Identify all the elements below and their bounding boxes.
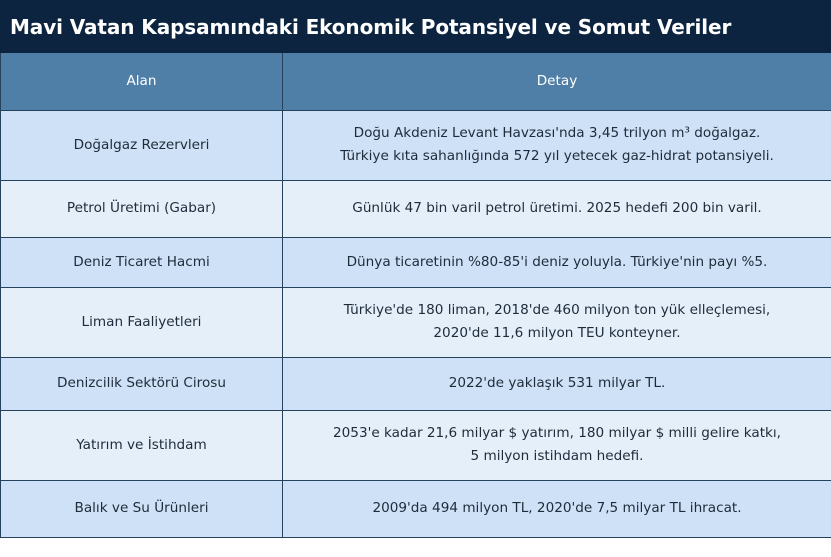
detail-line: 2022'de yaklaşık 531 milyar TL. [448, 375, 666, 391]
cell-area: Doğalgaz Rezervleri [1, 110, 283, 180]
detail-line: Doğu Akdeniz Levant Havzası'nda 3,45 trilyon m³ doğalgaz. [353, 125, 761, 141]
detail-line: Türkiye kıta sahanlığında 572 yıl yetecek gaz-hidrat potansiyeli. [340, 148, 774, 164]
cell-area: Balık ve Su Ürünleri [1, 480, 283, 537]
detail-line: 2009'da 494 milyon TL, 2020'de 7,5 milyar TL ihracat. [372, 500, 742, 516]
cell-area: Yatırım ve İstihdam [1, 410, 283, 480]
cell-detail [283, 237, 831, 287]
table-row [1, 237, 831, 287]
table-row [1, 410, 831, 480]
table-row [1, 180, 831, 237]
title-bar [0, 0, 831, 53]
table-row [1, 110, 831, 180]
cell-detail [283, 180, 831, 237]
detail-line: 5 milyon istihdam hedefi. [470, 448, 644, 464]
cell-area: Petrol Üretimi (Gabar) [1, 180, 283, 237]
cell-area: Deniz Ticaret Hacmi [1, 237, 283, 287]
cell-area: Liman Faaliyetleri [1, 287, 283, 357]
page-title: Mavi Vatan Kapsamındaki Ekonomik Potansiyel ve Somut Veriler [10, 14, 732, 39]
column-header-detail: Detay [283, 53, 831, 110]
table-row [1, 287, 831, 357]
detail-line: 2020'de 11,6 milyon TEU konteyner. [433, 325, 681, 341]
cell-detail [283, 357, 831, 410]
column-header-area: Alan [1, 53, 283, 110]
detail-line: Türkiye'de 180 liman, 2018'de 460 milyon ton yük elleçlemesi, [343, 302, 771, 318]
cell-detail [283, 480, 831, 537]
detail-line: Dünya ticaretinin %80-85'i deniz yoluyla. Türkiye'nin payı %5. [346, 253, 768, 270]
table-header-row [1, 53, 831, 110]
cell-detail [283, 410, 831, 480]
detail-line: 2053'e kadar 21,6 milyar $ yatırım, 180 milyar $ milli gelire katkı, [333, 425, 781, 441]
detail-line: Günlük 47 bin varil petrol üretimi. 2025 hedefi 200 bin varil. [352, 200, 762, 216]
cell-area: Denizcilik Sektörü Cirosu [1, 357, 283, 410]
data-table [0, 53, 831, 538]
table-row [1, 480, 831, 537]
cell-detail [283, 110, 831, 180]
table-row [1, 357, 831, 410]
cell-detail [283, 287, 831, 357]
